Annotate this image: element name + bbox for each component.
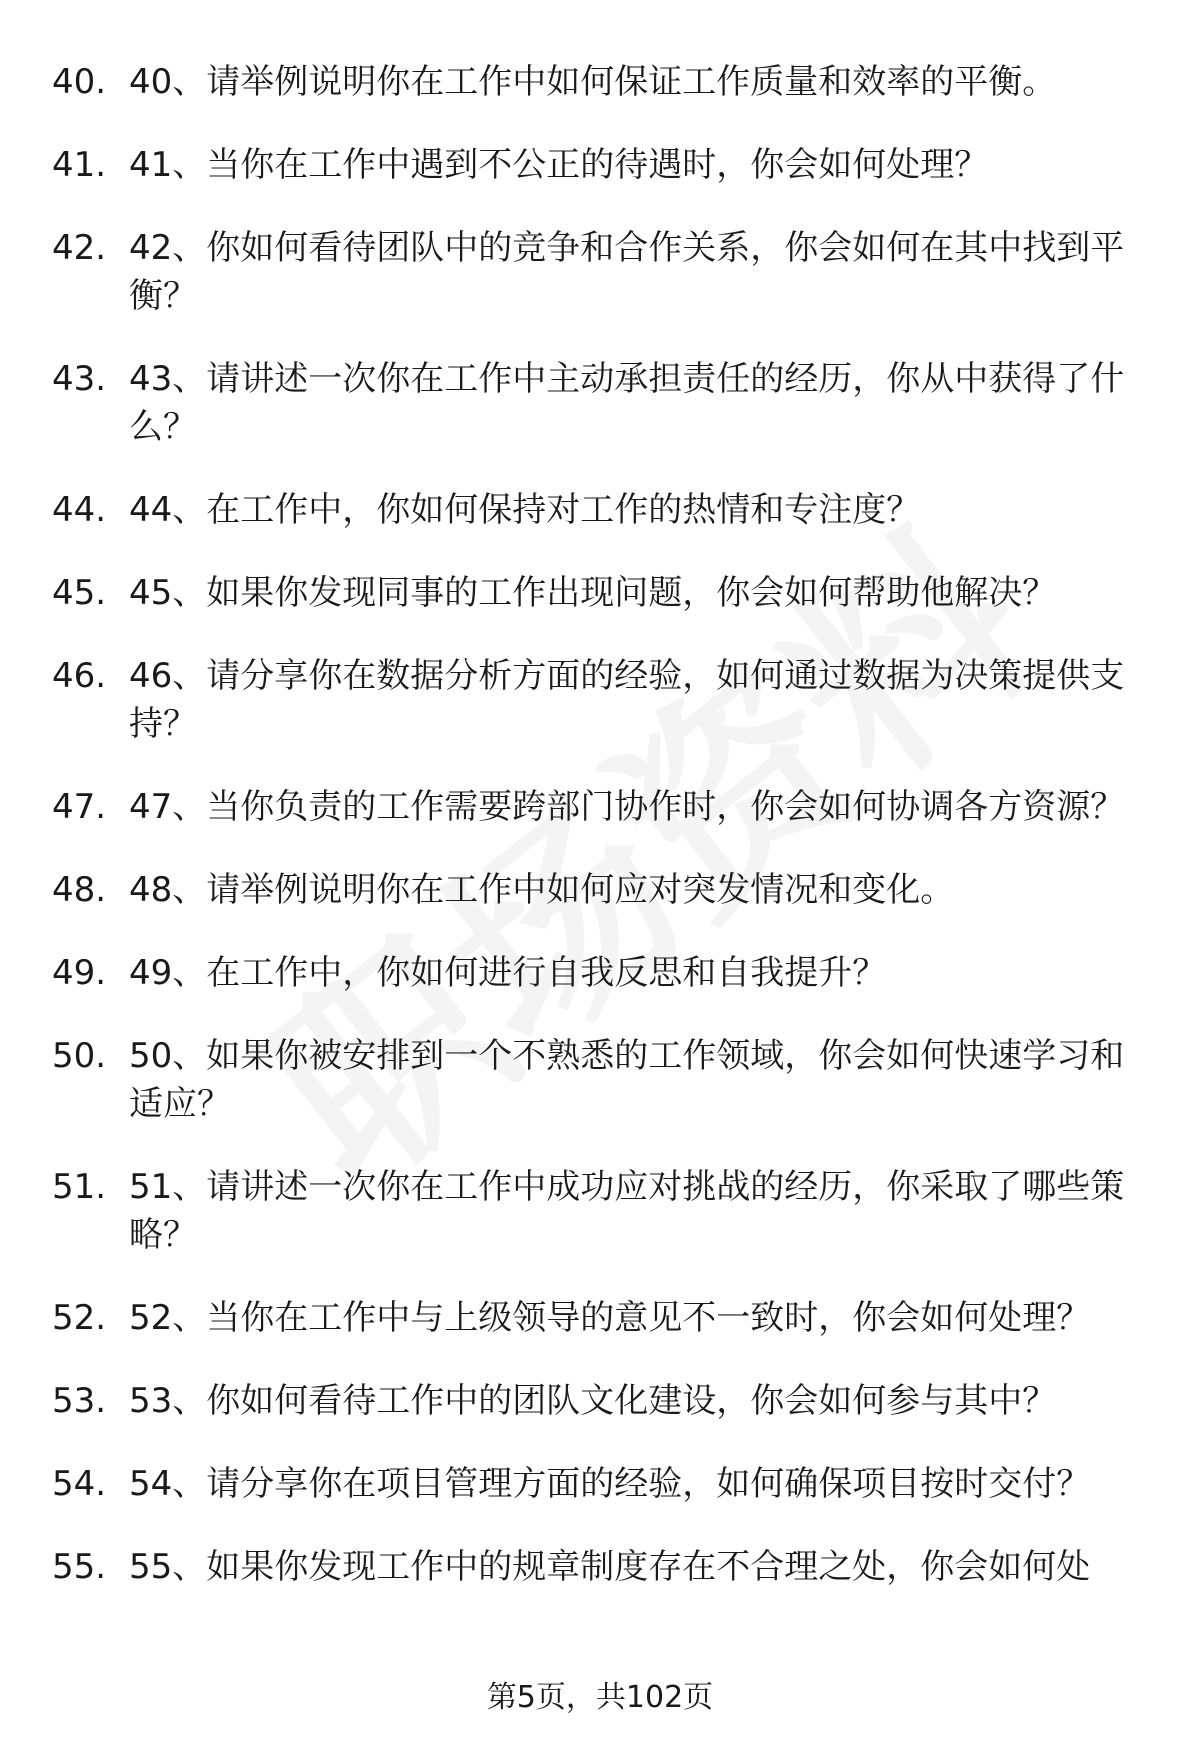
item-number: 52. <box>52 1298 107 1338</box>
list-item <box>52 1032 1152 1128</box>
list-item <box>52 569 1152 617</box>
item-text: 47、当你负责的工作需要跨部门协作时，你会如何协调各方资源？ <box>129 787 1125 827</box>
item-number: 40. <box>52 62 107 102</box>
page-number-footer: 第5页，共102页 <box>486 1680 714 1715</box>
item-text: 45、如果你发现同事的工作出现问题，你会如何帮助他解决？ <box>129 573 1057 613</box>
item-number: 51. <box>52 1167 107 1207</box>
list-item <box>52 1543 1152 1591</box>
item-number: 48. <box>52 870 107 910</box>
list-item <box>52 355 1152 451</box>
item-text: 52、当你在工作中与上级领导的意见不一致时，你会如何处理？ <box>129 1298 1091 1338</box>
item-text: 44、在工作中，你如何保持对工作的热情和专注度？ <box>129 490 921 530</box>
item-number: 55. <box>52 1547 107 1587</box>
list-item <box>52 652 1152 748</box>
item-number: 49. <box>52 953 107 993</box>
item-text: 50、如果你被安排到一个不熟悉的工作领域，你会如何快速学习和适应？ <box>129 1036 1125 1124</box>
item-text: 54、请分享你在项目管理方面的经验，如何确保项目按时交付？ <box>129 1464 1091 1504</box>
list-item <box>52 783 1152 831</box>
item-text: 48、请举例说明你在工作中如何应对突发情况和变化。 <box>129 870 955 910</box>
item-number: 42. <box>52 228 107 268</box>
item-text: 55、如果你发现工作中的规章制度存在不合理之处，你会如何处 <box>129 1547 1091 1587</box>
list-item <box>52 58 1152 106</box>
item-number: 53. <box>52 1381 107 1421</box>
item-number: 43. <box>52 359 107 399</box>
list-item <box>52 1294 1152 1342</box>
item-number: 44. <box>52 490 107 530</box>
item-text: 43、请讲述一次你在工作中主动承担责任的经历，你从中获得了什么？ <box>129 359 1125 447</box>
item-number: 54. <box>52 1464 107 1504</box>
item-text: 40、请举例说明你在工作中如何保证工作质量和效率的平衡。 <box>129 62 1057 102</box>
list-item <box>52 949 1152 997</box>
item-number: 45. <box>52 573 107 613</box>
list-item <box>52 141 1152 189</box>
list-item <box>52 1460 1152 1508</box>
item-number: 50. <box>52 1036 107 1076</box>
question-list <box>52 58 1152 1626</box>
list-item <box>52 866 1152 914</box>
item-number: 41. <box>52 145 107 185</box>
list-item <box>52 1377 1152 1425</box>
item-text: 53、你如何看待工作中的团队文化建设，你会如何参与其中？ <box>129 1381 1057 1421</box>
item-text: 51、请讲述一次你在工作中成功应对挑战的经历，你采取了哪些策略？ <box>129 1167 1125 1255</box>
item-number: 46. <box>52 656 107 696</box>
item-text: 41、当你在工作中遇到不公正的待遇时，你会如何处理？ <box>129 145 989 185</box>
item-text: 42、你如何看待团队中的竞争和合作关系，你会如何在其中找到平衡？ <box>129 228 1125 316</box>
list-item <box>52 1163 1152 1259</box>
item-text: 49、在工作中，你如何进行自我反思和自我提升？ <box>129 953 887 993</box>
item-number: 47. <box>52 787 107 827</box>
list-item <box>52 224 1152 320</box>
item-text: 46、请分享你在数据分析方面的经验，如何通过数据为决策提供支持？ <box>129 656 1125 744</box>
list-item <box>52 486 1152 534</box>
